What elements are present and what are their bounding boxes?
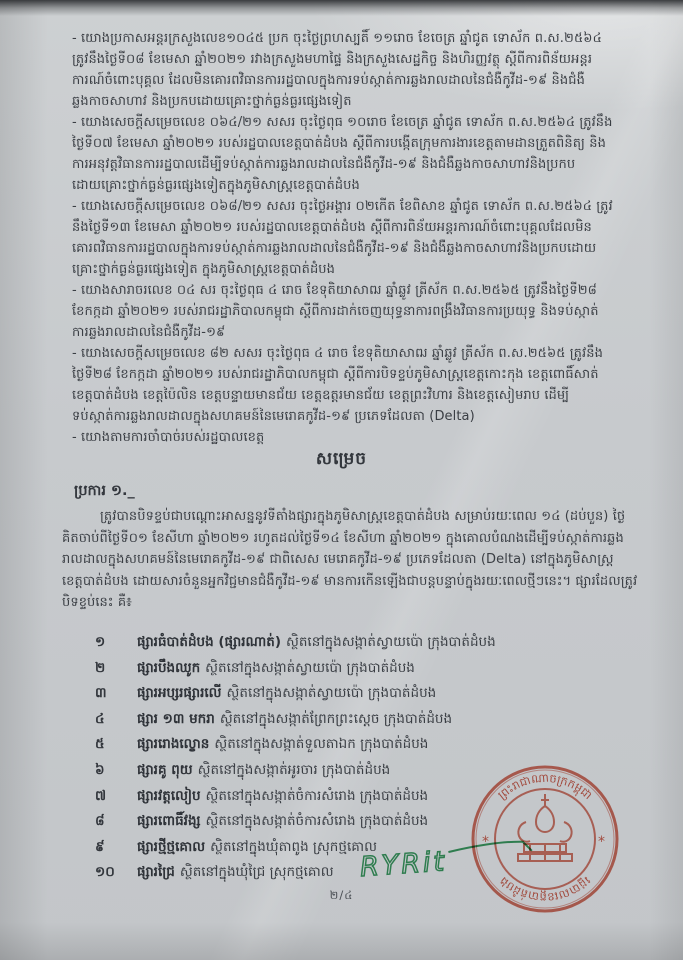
market-location: ស្ថិតនៅក្នុងសង្កាត់ចំការសំរោង ក្រុងបាត់ដំបង — [205, 813, 429, 830]
market-number: ៦ — [95, 761, 105, 778]
market-name: ផ្សារវត្តលៀប — [137, 787, 201, 804]
market-number: ១០ — [95, 864, 115, 881]
market-name: ផ្សារធំបាត់ដំបង (ផ្សារណាត់) — [137, 634, 281, 650]
seal-bottom-arc-text: រដ្ឋបាលខេត្តបាត់ដំបង — [496, 873, 594, 905]
market-number: ៧ — [95, 787, 107, 804]
body-line: គិតចាប់ពីថ្ងៃទី០១ ខែសីហា ឆ្នាំ២០២១ រហូតដល់ថ្ងៃទី១៤ ខែសីហា ឆ្នាំ២០២១ ក្នុងគោលបំណងដើម្បីទប់ស្កាត់ការឆ្លង — [62, 530, 624, 546]
reference-line: ឆ្លងកាចសាហាវ និងប្រកបដោយគ្រោះថ្នាក់ធ្ងន់ធ្ងរផ្សេងទៀត — [72, 94, 352, 109]
market-location: ស្ថិតនៅក្នុងសង្កាត់ព្រែកព្រះស្តេច ក្រុងបាត់ដំបង — [219, 710, 453, 727]
market-number: ៥ — [95, 736, 105, 753]
market-location: ស្ថិតនៅក្នុងឃុំតាពូង ស្រុកថ្មគោល — [210, 838, 377, 855]
decision-heading: សម្រេច — [315, 449, 368, 469]
reference-line: ការឆ្លងរាលដាលនៃជំងឺកូវីដ-១៩ — [72, 325, 226, 340]
market-location: ស្ថិតនៅក្នុងសង្កាត់ទួលតាឯក ក្រុងបាត់ដំបង — [214, 736, 429, 753]
market-number: ២ — [95, 659, 106, 676]
reference-line: - យោងប្រកាសអន្តរក្រសួងលេខ១០៤៥ ប្រក ចុះថ្ងៃព្រហស្បតិ៍ ១១រោច ខែចេត្រ ឆ្នាំជូត ទោស័ក ព.ស.២៥៦៤ — [72, 31, 602, 46]
reference-line: ថ្ងៃទី០៧ ខែមេសា ឆ្នាំ២០២១ របស់រដ្ឋបាលខេត្តបាត់ដំបង ស្តីពីការបង្កើតក្រុមការងារខេត្តតាមដានត្រួតពិនិត្យ និង — [72, 136, 606, 151]
market-location: ស្ថិតនៅក្នុងសង្កាត់ស្វាយប៉ោ ក្រុងបាត់ដំបង — [226, 685, 437, 702]
body-line: ត្រូវបានបិទខ្ទប់ជាបណ្តោះអាសន្ននូវទីតាំងផ្សារក្នុងភូមិសាស្រ្តខេត្តបាត់ដំបង សម្រាប់រយៈពេល ១៤ (ដប់បួន) ថ្ងៃ — [100, 509, 626, 524]
body-line: រាលដាលក្នុងសហគមន៍នៃមេរោគកូវីដ-១៩ ជាពិសេស មេរោគកូវីដ-១៩ ប្រភេទដែលតា (Delta) នៅក្នុងភូមិសាស្រ្ត — [62, 552, 614, 567]
body-line: ខេត្តបាត់ដំបង ដោយសារចំនួនអ្នកវិជ្ជមានជំងឺកូវីដ-១៩ មានការកើនឡើងជាបន្តបន្ទាប់ក្នុងរយៈពេលថ្មីៗនេះ។ ផ្សារដែលត្រូវ — [62, 573, 638, 589]
market-name: ផ្សាររោងល្ខោន — [137, 736, 210, 753]
market-name: ផ្សារគូ ពុយ — [137, 761, 193, 778]
market-list-item — [95, 732, 575, 758]
market-location: ស្ថិតនៅក្នុងសង្កាត់អូរចារ ក្រុងបាត់ដំបង — [197, 761, 391, 778]
reference-line: ខេត្តបាត់ដំបង ខេត្តប៉ៃលិន ខេត្តបន្ទាយមានជ័យ ខេត្តឧត្តរមានជ័យ ខេត្តព្រះវិហារ និងខេត្តសៀមរាប ដើម្បី — [72, 388, 570, 403]
reference-line: ខែកក្កដា ឆ្នាំ២០២១ របស់រាជរដ្ឋាភិបាលកម្ពុជា ស្តីពីការដាក់ចេញយុទ្ធនាការពង្រឹងវិធានការប្រយុទ្ធ និងទប់ស្កាត់ — [72, 304, 599, 319]
signature-text: RYRit — [359, 846, 449, 884]
market-number: ៨ — [95, 813, 105, 830]
market-list-item — [95, 707, 575, 733]
reference-line: គ្រោះថ្នាក់ធ្ងន់ធ្ងរផ្សេងទៀត ក្នុងភូមិសាស្រ្តខេត្តបាត់ដំបង — [72, 262, 336, 277]
market-name: ផ្សារបឹងឈូក — [137, 659, 201, 676]
market-location: ស្ថិតនៅក្នុងសង្កាត់ស្វាយប៉ោ ក្រុងបាត់ដំបង — [286, 634, 496, 650]
seal-right-star-icon: * — [598, 834, 605, 850]
reference-line: - យោងសេចក្តីសម្រេចលេខ ០៦៨/២១ សសរ ចុះថ្ងៃអង្គារ ០២កើត ខែពិសាខ ឆ្នាំជូត ទោស័ក ព.ស.២៥៦៤ ត្រូវ — [72, 199, 613, 214]
reference-line: - យោងសេចក្តីសម្រេចលេខ ៨២ សសរ ចុះថ្ងៃពុធ ៤ រោច ខែទុតិយាសាឍ ឆ្នាំឆ្លូវ ត្រីស័ក ព.ស.២៥៦៥ ត្រូវនឹង — [72, 346, 603, 361]
market-number: ៩ — [95, 838, 105, 855]
market-list-item — [95, 656, 575, 682]
reference-line: ទប់ស្កាត់ការឆ្លងរាលដាលក្នុងសហគមន៍នៃមេរោគកូវីដ-១៩ ប្រភេទដែលតា (Delta) — [72, 409, 475, 424]
article-1-label: ប្រការ ១._ — [74, 483, 135, 499]
seal-top-arc-text: ព្រះរាជាណាចក្រកម្ពុជា — [495, 770, 596, 803]
page-number: ២/៤ — [329, 888, 354, 902]
market-location: ស្ថិតនៅក្នុងឃុំជ្រៃ ស្រុកថ្មគោល — [179, 864, 334, 881]
market-location: ស្ថិតនៅក្នុងសង្កាត់ចំការសំរោង ក្រុងបាត់ដំបង — [205, 787, 429, 804]
market-list-item — [95, 681, 575, 707]
market-name: ផ្សារ ១៣ មករា — [137, 710, 215, 727]
reference-line: - យោងសារាចរលេខ ០៤ សរ ចុះថ្ងៃពុធ ៤ រោច ខែទុតិយាសាឍ ឆ្នាំឆ្លូវ ត្រីស័ក ព.ស.២៥៦៥ ត្រូវនឹងថ្ងៃទី២៨ — [72, 283, 597, 298]
reference-line: - យោងសេចក្តីសម្រេចលេខ ០៦៤/២១ សសរ ចុះថ្ងៃពុធ ១០រោច ខែចេត្រ ឆ្នាំជូត ទោស័ក ព.ស.២៥៦៤ ត្រូវនឹង — [72, 115, 613, 130]
reference-line: ការណ៍ចំពោះបុគ្គល ដែលមិនគោរពវិធានការរដ្ឋបាលក្នុងការទប់ស្កាត់ការឆ្លងរាលដាលនៃជំងឺកូវីដ-១៩ និងជំងឺ — [72, 73, 585, 88]
market-name: ផ្សារពោធិ៍វង្ស — [137, 813, 201, 830]
market-name: ផ្សារថ្មីថ្មគោល — [137, 838, 206, 855]
reference-clauses — [72, 28, 654, 448]
reference-line: - យោងតាមការចាំបាច់របស់រដ្ឋបាលខេត្ត — [72, 430, 265, 445]
seal-royal-arms-emblem — [518, 794, 572, 861]
reference-line: ថ្ងៃទី២៨ ខែកក្កដា ឆ្នាំ២០២១ របស់រាជរដ្ឋាភិបាលកម្ពុជា ស្តីពីការបិទខ្ទប់ភូមិសាស្រ្តខេត្តកោះកុង ខេត្តពោធិ៍សាត់ — [72, 367, 599, 382]
reference-line: នឹងថ្ងៃទី១៣ ខែមេសា ឆ្នាំ២០២១ របស់រដ្ឋបាលខេត្តបាត់ដំបង ស្តីពីការពិន័យអន្តរការណ៍ចំពោះបុគ្គលដែលមិន — [72, 220, 592, 235]
reference-line: ត្រូវនឹងថ្ងៃទី០៨ ខែមេសា ឆ្នាំ២០២១ រវាងក្រសួងមហាផ្ទៃ និងក្រសួងសេដ្ឋកិច្ច និងហិរញ្ញវត្ថុ ស្តីពីការពិន័យអន្តរ — [72, 52, 593, 67]
reference-line: គោរពវិធានការរដ្ឋបាលក្នុងការទប់ស្កាត់ការឆ្លងរាលដាលនៃជំងឺកូវីដ-១៩ និងជំងឺឆ្លងកាចសាហាវនិងប្រកបដោយ — [72, 241, 597, 256]
market-location: ស្ថិតនៅក្នុងសង្កាត់ស្វាយប៉ោ ក្រុងបាត់ដំបង — [205, 659, 415, 676]
market-name: ផ្សារជ្រៃ — [137, 864, 175, 881]
market-list-item — [95, 630, 575, 656]
article-1-body — [62, 506, 662, 614]
body-line: បិទខ្ទប់នេះ គឺ៖ — [62, 595, 132, 610]
market-name: ផ្សារអប្សរផ្សារលើ — [137, 685, 222, 702]
market-number: ៤ — [95, 710, 105, 727]
market-number: ៣ — [95, 685, 107, 702]
market-number: ១ — [95, 634, 106, 650]
reference-line: ដោយគ្រោះថ្នាក់ធ្ងន់ធ្ងរផ្សេងទៀតក្នុងភូមិសាស្រ្តខេត្តបាត់ដំបង — [72, 178, 360, 193]
seal-left-star-icon: * — [482, 834, 489, 850]
reference-line: ការអនុវត្តវិធានការរដ្ឋបាលដើម្បីទប់ស្កាត់ការឆ្លងរាលដាលនៃជំងឺកូវីដ-១៩ និងជំងឺឆ្លងកាចសាហាវនិងប្រកប — [72, 157, 576, 172]
